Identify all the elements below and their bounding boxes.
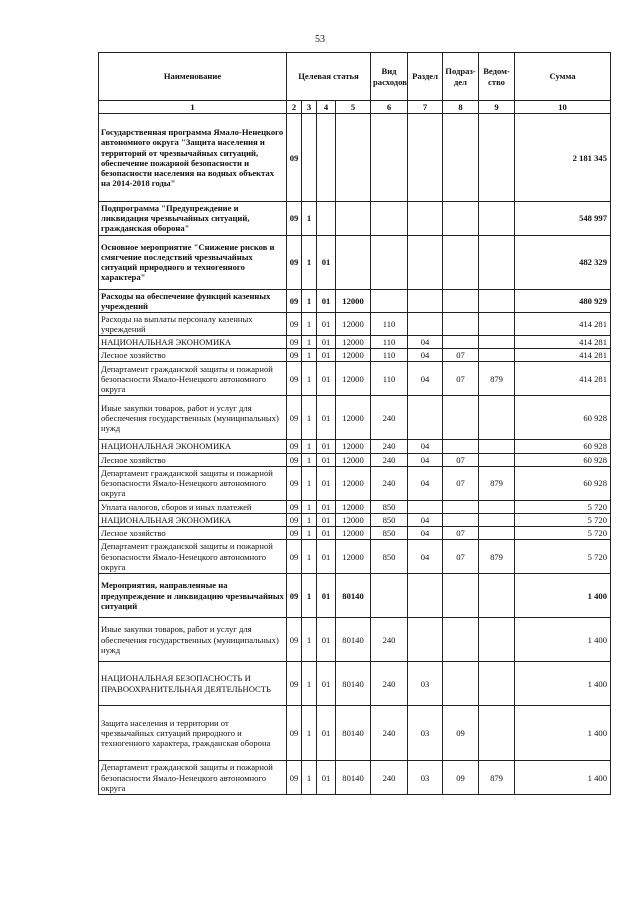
table-row <box>99 440 611 453</box>
cell-main-activity: 01 <box>317 396 336 440</box>
cell-subprogram: 1 <box>302 526 317 539</box>
cell-sum: 414 281 <box>515 336 611 349</box>
cell-subprogram: 1 <box>302 761 317 795</box>
cell-program: 09 <box>287 202 302 235</box>
cell-section: 04 <box>408 540 443 574</box>
cell-subprogram: 1 <box>302 336 317 349</box>
cell-sum: 1 400 <box>515 662 611 706</box>
cell-section: 04 <box>408 362 443 396</box>
header-section: Раздел <box>408 53 443 101</box>
cell-department <box>479 440 515 453</box>
cell-name: Расходы на обеспечение функций казенных учреждений <box>99 289 287 312</box>
cell-expense-type <box>371 235 408 289</box>
cell-department <box>479 706 515 761</box>
cell-subprogram: 1 <box>302 466 317 500</box>
cell-program: 09 <box>287 362 302 396</box>
cell-department <box>479 513 515 526</box>
column-number-row <box>99 101 611 114</box>
cell-direction: 12000 <box>336 349 371 362</box>
cell-main-activity: 01 <box>317 312 336 335</box>
cell-department: 879 <box>479 540 515 574</box>
cell-direction: 80140 <box>336 618 371 662</box>
cell-subsection <box>443 500 479 513</box>
cell-sum: 414 281 <box>515 312 611 335</box>
cell-section <box>408 312 443 335</box>
cell-department <box>479 526 515 539</box>
cell-expense-type: 240 <box>371 466 408 500</box>
cell-subprogram: 1 <box>302 235 317 289</box>
cell-section: 03 <box>408 706 443 761</box>
cell-direction: 12000 <box>336 312 371 335</box>
cell-sum: 5 720 <box>515 540 611 574</box>
cell-sum: 60 928 <box>515 440 611 453</box>
cell-subsection <box>443 312 479 335</box>
cell-main-activity: 01 <box>317 526 336 539</box>
cell-main-activity: 01 <box>317 540 336 574</box>
cell-subsection <box>443 202 479 235</box>
cell-subsection <box>443 336 479 349</box>
table-row <box>99 114 611 202</box>
table-body <box>99 114 611 795</box>
table-row <box>99 526 611 539</box>
cell-expense-type: 850 <box>371 526 408 539</box>
cell-section: 04 <box>408 466 443 500</box>
cell-section: 04 <box>408 453 443 466</box>
cell-name: Лесное хозяйство <box>99 349 287 362</box>
table-row <box>99 453 611 466</box>
cell-sum: 5 720 <box>515 513 611 526</box>
cell-direction <box>336 235 371 289</box>
cell-sum: 414 281 <box>515 349 611 362</box>
cell-name: Департамент гражданской защиты и пожарной безопасности Ямало-Ненецкого автономного округа <box>99 362 287 396</box>
cell-program: 09 <box>287 618 302 662</box>
cell-subsection <box>443 513 479 526</box>
cell-main-activity: 01 <box>317 500 336 513</box>
cell-subprogram: 1 <box>302 706 317 761</box>
cell-subprogram: 1 <box>302 574 317 618</box>
header-sum: Сумма <box>515 53 611 101</box>
cell-department <box>479 202 515 235</box>
cell-program: 09 <box>287 289 302 312</box>
cell-direction <box>336 114 371 202</box>
cell-direction: 12000 <box>336 362 371 396</box>
cell-section: 04 <box>408 349 443 362</box>
cell-program: 09 <box>287 466 302 500</box>
cell-direction: 12000 <box>336 513 371 526</box>
cell-main-activity: 01 <box>317 362 336 396</box>
cell-name: Иные закупки товаров, работ и услуг для обеспечения государственных (муниципальных) нужд <box>99 618 287 662</box>
col-number: 9 <box>479 101 515 114</box>
cell-program: 09 <box>287 349 302 362</box>
cell-section: 04 <box>408 440 443 453</box>
cell-expense-type: 110 <box>371 362 408 396</box>
cell-expense-type: 240 <box>371 706 408 761</box>
cell-main-activity: 01 <box>317 618 336 662</box>
cell-subprogram: 1 <box>302 202 317 235</box>
table-row <box>99 336 611 349</box>
cell-main-activity: 01 <box>317 761 336 795</box>
cell-direction: 12000 <box>336 500 371 513</box>
cell-subsection <box>443 289 479 312</box>
cell-program: 09 <box>287 336 302 349</box>
col-number: 8 <box>443 101 479 114</box>
cell-subsection <box>443 235 479 289</box>
cell-subsection <box>443 618 479 662</box>
cell-subprogram: 1 <box>302 396 317 440</box>
col-number: 4 <box>317 101 336 114</box>
cell-department <box>479 574 515 618</box>
cell-subprogram: 1 <box>302 453 317 466</box>
cell-section <box>408 618 443 662</box>
cell-main-activity: 01 <box>317 574 336 618</box>
cell-sum: 482 329 <box>515 235 611 289</box>
cell-program: 09 <box>287 235 302 289</box>
cell-subsection <box>443 440 479 453</box>
cell-department <box>479 662 515 706</box>
cell-program: 09 <box>287 312 302 335</box>
cell-subprogram: 1 <box>302 440 317 453</box>
cell-main-activity: 01 <box>317 440 336 453</box>
cell-program: 09 <box>287 114 302 202</box>
cell-name: НАЦИОНАЛЬНАЯ ЭКОНОМИКА <box>99 513 287 526</box>
cell-expense-type <box>371 202 408 235</box>
table-row <box>99 662 611 706</box>
cell-name: Департамент гражданской защиты и пожарной безопасности Ямало-Ненецкого автономного округа <box>99 761 287 795</box>
cell-name: НАЦИОНАЛЬНАЯ ЭКОНОМИКА <box>99 336 287 349</box>
cell-department <box>479 349 515 362</box>
cell-subprogram: 1 <box>302 540 317 574</box>
header-subsection: Подраз-дел <box>443 53 479 101</box>
cell-direction <box>336 202 371 235</box>
cell-direction: 80140 <box>336 662 371 706</box>
header-name: Наименование <box>99 53 287 101</box>
cell-expense-type: 240 <box>371 662 408 706</box>
cell-subsection <box>443 114 479 202</box>
cell-name: Лесное хозяйство <box>99 453 287 466</box>
cell-subsection <box>443 396 479 440</box>
cell-name: Иные закупки товаров, работ и услуг для обеспечения государственных (муниципальных) нужд <box>99 396 287 440</box>
table-row <box>99 396 611 440</box>
header-row <box>99 53 611 101</box>
cell-program: 09 <box>287 540 302 574</box>
table-row <box>99 349 611 362</box>
cell-subsection: 07 <box>443 526 479 539</box>
cell-department: 879 <box>479 761 515 795</box>
cell-expense-type <box>371 574 408 618</box>
cell-subprogram: 1 <box>302 312 317 335</box>
cell-sum: 1 400 <box>515 574 611 618</box>
cell-section: 03 <box>408 761 443 795</box>
header-expense-type: Вид расходов <box>371 53 408 101</box>
cell-program: 09 <box>287 662 302 706</box>
cell-program: 09 <box>287 513 302 526</box>
cell-sum: 5 720 <box>515 526 611 539</box>
cell-direction: 12000 <box>336 466 371 500</box>
cell-subsection: 07 <box>443 362 479 396</box>
cell-program: 09 <box>287 500 302 513</box>
cell-department <box>479 396 515 440</box>
cell-subsection: 09 <box>443 706 479 761</box>
cell-name: Основное мероприятие "Снижение рисков и смягчение последствий чрезвычайных ситуаций природного и техногенного характера" <box>99 235 287 289</box>
cell-section: 04 <box>408 513 443 526</box>
cell-main-activity: 01 <box>317 706 336 761</box>
cell-main-activity: 01 <box>317 662 336 706</box>
cell-subsection: 07 <box>443 349 479 362</box>
cell-section: 03 <box>408 662 443 706</box>
cell-sum: 1 400 <box>515 706 611 761</box>
cell-name: Защита населения и территории от чрезвычайных ситуаций природного и техногенного характера, гражданская оборона <box>99 706 287 761</box>
cell-subprogram: 1 <box>302 362 317 396</box>
cell-subsection: 07 <box>443 540 479 574</box>
cell-section <box>408 500 443 513</box>
cell-direction: 12000 <box>336 526 371 539</box>
table-row <box>99 513 611 526</box>
cell-subprogram: 1 <box>302 513 317 526</box>
cell-department <box>479 289 515 312</box>
cell-sum: 5 720 <box>515 500 611 513</box>
col-number: 3 <box>302 101 317 114</box>
table-row <box>99 466 611 500</box>
cell-subprogram: 1 <box>302 349 317 362</box>
cell-sum: 414 281 <box>515 362 611 396</box>
col-number: 5 <box>336 101 371 114</box>
cell-section: 04 <box>408 526 443 539</box>
cell-name: Расходы на выплаты персоналу казенных учреждений <box>99 312 287 335</box>
cell-department: 879 <box>479 466 515 500</box>
table-row <box>99 362 611 396</box>
cell-department <box>479 114 515 202</box>
table-row <box>99 289 611 312</box>
table-row <box>99 235 611 289</box>
cell-direction: 80140 <box>336 574 371 618</box>
cell-department <box>479 336 515 349</box>
cell-program: 09 <box>287 574 302 618</box>
cell-main-activity: 01 <box>317 513 336 526</box>
cell-sum: 548 997 <box>515 202 611 235</box>
table-row <box>99 706 611 761</box>
col-number: 10 <box>515 101 611 114</box>
cell-name: НАЦИОНАЛЬНАЯ БЕЗОПАСНОСТЬ И ПРАВООХРАНИТЕЛЬНАЯ ДЕЯТЕЛЬНОСТЬ <box>99 662 287 706</box>
cell-sum: 2 181 345 <box>515 114 611 202</box>
cell-department <box>479 312 515 335</box>
cell-main-activity: 01 <box>317 466 336 500</box>
table-row <box>99 202 611 235</box>
cell-subsection: 07 <box>443 453 479 466</box>
cell-program: 09 <box>287 396 302 440</box>
cell-expense-type: 110 <box>371 349 408 362</box>
cell-program: 09 <box>287 453 302 466</box>
cell-expense-type: 240 <box>371 396 408 440</box>
cell-subprogram <box>302 114 317 202</box>
cell-section <box>408 235 443 289</box>
header-department: Ведом-ство <box>479 53 515 101</box>
cell-sum: 60 928 <box>515 453 611 466</box>
cell-name: Департамент гражданской защиты и пожарной безопасности Ямало-Ненецкого автономного округа <box>99 540 287 574</box>
cell-subsection <box>443 574 479 618</box>
cell-main-activity: 01 <box>317 336 336 349</box>
cell-department: 879 <box>479 362 515 396</box>
cell-expense-type: 240 <box>371 440 408 453</box>
cell-name: НАЦИОНАЛЬНАЯ ЭКОНОМИКА <box>99 440 287 453</box>
cell-expense-type: 850 <box>371 500 408 513</box>
cell-main-activity: 01 <box>317 235 336 289</box>
cell-program: 09 <box>287 440 302 453</box>
table-row <box>99 761 611 795</box>
cell-subprogram: 1 <box>302 618 317 662</box>
cell-section: 04 <box>408 336 443 349</box>
cell-section <box>408 202 443 235</box>
cell-main-activity <box>317 114 336 202</box>
col-number: 2 <box>287 101 302 114</box>
cell-expense-type: 110 <box>371 336 408 349</box>
col-number: 6 <box>371 101 408 114</box>
cell-department <box>479 453 515 466</box>
page-number: 53 <box>315 34 325 45</box>
cell-subsection: 07 <box>443 466 479 500</box>
cell-program: 09 <box>287 706 302 761</box>
cell-subprogram: 1 <box>302 289 317 312</box>
cell-main-activity <box>317 202 336 235</box>
cell-subsection <box>443 662 479 706</box>
cell-expense-type: 850 <box>371 513 408 526</box>
cell-section <box>408 396 443 440</box>
cell-expense-type: 240 <box>371 618 408 662</box>
cell-direction: 12000 <box>336 289 371 312</box>
cell-sum: 480 929 <box>515 289 611 312</box>
cell-main-activity: 01 <box>317 453 336 466</box>
cell-expense-type: 850 <box>371 540 408 574</box>
cell-expense-type <box>371 114 408 202</box>
cell-expense-type: 240 <box>371 453 408 466</box>
table-row <box>99 574 611 618</box>
cell-subprogram: 1 <box>302 662 317 706</box>
cell-section <box>408 574 443 618</box>
cell-direction: 12000 <box>336 540 371 574</box>
cell-direction: 80140 <box>336 761 371 795</box>
cell-direction: 12000 <box>336 396 371 440</box>
table-row <box>99 618 611 662</box>
cell-name: Уплата налогов, сборов и иных платежей <box>99 500 287 513</box>
col-number: 7 <box>408 101 443 114</box>
cell-program: 09 <box>287 761 302 795</box>
cell-name: Мероприятия, направленные на предупреждение и ликвидацию чрезвычайных ситуаций <box>99 574 287 618</box>
cell-direction: 12000 <box>336 336 371 349</box>
cell-direction: 12000 <box>336 453 371 466</box>
table-row <box>99 540 611 574</box>
cell-main-activity: 01 <box>317 349 336 362</box>
cell-sum: 1 400 <box>515 618 611 662</box>
budget-table <box>98 52 611 795</box>
cell-subsection: 09 <box>443 761 479 795</box>
col-number: 1 <box>99 101 287 114</box>
cell-main-activity: 01 <box>317 289 336 312</box>
cell-department <box>479 618 515 662</box>
cell-name: Лесное хозяйство <box>99 526 287 539</box>
cell-expense-type: 240 <box>371 761 408 795</box>
cell-sum: 60 928 <box>515 396 611 440</box>
cell-name: Департамент гражданской защиты и пожарной безопасности Ямало-Ненецкого автономного округа <box>99 466 287 500</box>
cell-name: Подпрограмма "Предупреждение и ликвидация чрезвычайных ситуаций, гражданская оборона" <box>99 202 287 235</box>
cell-section <box>408 114 443 202</box>
cell-department <box>479 500 515 513</box>
cell-name: Государственная программа Ямало-Ненецкого автономного округа "Защита населения и территорий от чрезвычайных ситуаций, обеспечение пожарной безопасности и безопасности населения на водных объектах на 2014-2018 годы" <box>99 114 287 202</box>
cell-direction: 12000 <box>336 440 371 453</box>
cell-expense-type: 110 <box>371 312 408 335</box>
header-target-article: Целевая статья <box>287 53 371 101</box>
table-row <box>99 500 611 513</box>
cell-sum: 60 928 <box>515 466 611 500</box>
cell-sum: 1 400 <box>515 761 611 795</box>
cell-subprogram: 1 <box>302 500 317 513</box>
table-row <box>99 312 611 335</box>
cell-section <box>408 289 443 312</box>
cell-expense-type <box>371 289 408 312</box>
cell-direction: 80140 <box>336 706 371 761</box>
cell-department <box>479 235 515 289</box>
cell-program: 09 <box>287 526 302 539</box>
